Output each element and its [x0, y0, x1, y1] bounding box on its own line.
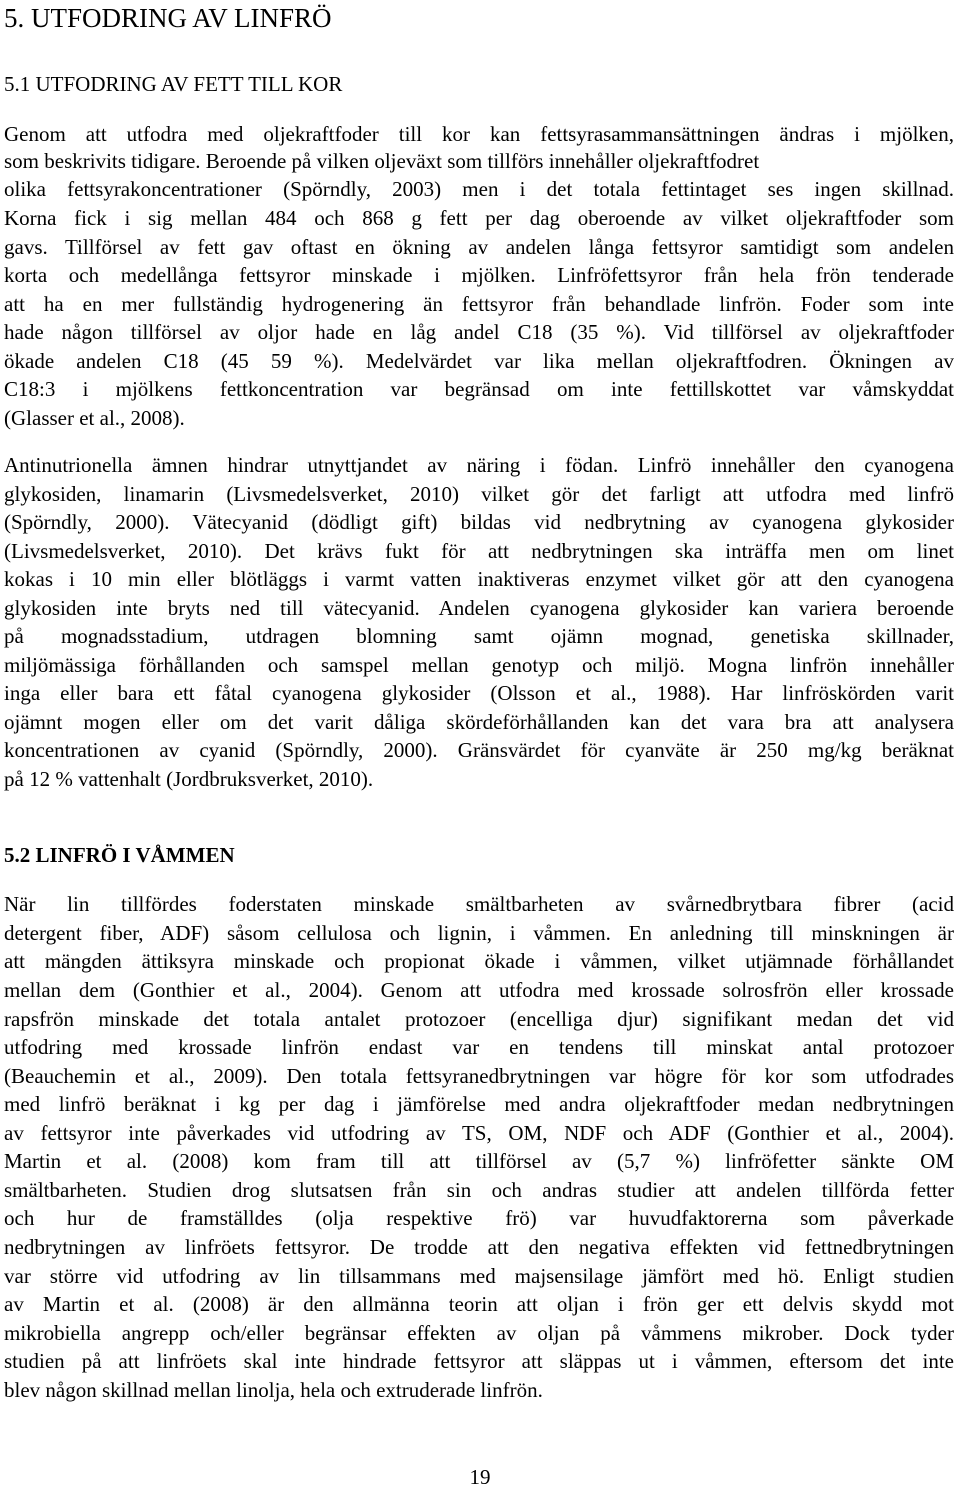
paragraph-line: och hur de framställdes (olja respektive frö) var huvudfaktorerna som påverkade [4, 1206, 954, 1230]
paragraph-line: ökade andelen C18 (45 59 %). Medelvärdet var lika mellan oljekraftfodren. Ökningen av [4, 349, 954, 373]
paragraph-line: med linfrö beräknat i kg per dag i jämförelse med andra oljekraftfoder medan nedbrytningen [4, 1092, 954, 1116]
paragraph-line: kokas i 10 min eller blötläggs i varmt vatten inaktiveras enzymet vilket gör att den cyanogena [4, 567, 954, 591]
paragraph-line: utfodring med krossade linfrön endast var en tendens till minskat antal protozoer [4, 1035, 954, 1059]
paragraph-line: Antinutrionella ämnen hindrar utnyttjandet av näring i födan. Linfrö innehåller den cyanogena [4, 453, 954, 477]
paragraph-line: på 12 % vattenhalt (Jordbruksverket, 2010). [4, 767, 374, 791]
paragraph-line: att mängden ättiksyra minskade och propionat ökade i våmmen, vilket utjämnade förhållandet [4, 949, 954, 973]
paragraph-line: Korna fick i sig mellan 484 och 868 g fett per dag oberoende av vilket oljekraftfoder som [4, 206, 954, 230]
paragraph-line: miljömässiga förhållanden och samspel mellan genotyp och miljö. Mogna linfrön innehåller [4, 653, 954, 677]
paragraph-line: (Beauchemin et al., 2009). Den totala fettsyranedbrytningen var högre för kor som utfodrades [4, 1064, 954, 1088]
paragraph-line: nedbrytningen av linfröets fettsyror. De trodde att den negativa effekten vid fettnedbrytningen [4, 1235, 954, 1259]
paragraph-line: koncentrationen av cyanid (Spörndly, 2000). Gränsvärdet för cyanväte är 250 mg/kg beräknat [4, 738, 954, 762]
paragraph-line: inga eller bara ett fåtal cyanogena glykosider (Olsson et al., 1988). Har linfröskörden varit [4, 681, 954, 705]
paragraph-line: (Spörndly, 2000). Vätecyanid (dödligt gift) bildas vid nedbrytning av cyanogena glykosider [4, 510, 954, 534]
section-heading-5-1: 5.1 UTFODRING AV FETT TILL KOR [4, 72, 343, 96]
paragraph-line: rapsfrön minskade det totala antalet protozoer (encelliga djur) signifikant medan det vid [4, 1007, 954, 1031]
paragraph-line: av fettsyror inte påverkades vid utfodring av TS, OM, NDF och ADF (Gonthier et al., 2004). [4, 1121, 954, 1145]
paragraph-line: mellan dem (Gonthier et al., 2004). Genom att utfodra med krossade solrosfrön eller krossade [4, 978, 954, 1002]
paragraph-line: C18:3 i mjölkens fettkoncentration var begränsad om inte fettillskottet var våmskyddat [4, 377, 954, 401]
paragraph-line: att ha en mer fullständig hydrogenering än fettsyror från behandlade linfrön. Foder som inte [4, 292, 954, 316]
paragraph-line: detergent fiber, ADF) såsom cellulosa och lignin, i våmmen. En anledning till minskningen är [4, 921, 954, 945]
paragraph-line: av Martin et al. (2008) är den allmänna teorin att oljan i frön ger ett delvis skydd mot [4, 1292, 954, 1316]
paragraph-line: var större vid utfodring av lin tillsammans med majsensilage jämfört med hö. Enligt studien [4, 1264, 954, 1288]
paragraph-line: smältbarheten. Studien drog slutsatsen från sin och andras studier att andelen tillförda fetter [4, 1178, 954, 1202]
paragraph-line: (Glasser et al., 2008). [4, 406, 185, 430]
paragraph-line: studien på att linfröets skal inte hindrade fettsyror att släppas ut i våmmen, eftersom det inte [4, 1349, 954, 1373]
paragraph-line: på mognadsstadium, utdragen blomning samt ojämn mognad, genetiska skillnader, [4, 624, 954, 648]
paragraph-line: glykosiden, linamarin (Livsmedelsverket, 2010) vilket gör det farligt att utfodra med linfrö [4, 482, 954, 506]
paragraph-line: mikrobiella angrepp och/eller begränsar effekten av oljan på våmmens mikrober. Dock tyder [4, 1321, 954, 1345]
chapter-heading: 5. UTFODRING AV LINFRÖ [4, 3, 332, 33]
paragraph-line: blev någon skillnad mellan linolja, hela och extruderade linfrön. [4, 1378, 543, 1402]
paragraph-line: korta och medellånga fettsyror minskade i mjölken. Linfröfettsyror från hela frön tenderade [4, 263, 954, 287]
paragraph-line: När lin tillfördes foderstaten minskade smältbarheten av svårnedbrytbara fibrer (acid [4, 892, 954, 916]
paragraph-line: olika fettsyrakoncentrationer (Spörndly, 2003) men i det totala fettintaget ses ingen skillnad. [4, 177, 954, 201]
paragraph-line: (Livsmedelsverket, 2010). Det krävs fukt för att nedbrytningen ska inträffa men om linet [4, 539, 954, 563]
section-heading-5-2: 5.2 LINFRÖ I VÅMMEN [4, 843, 235, 867]
paragraph-line: glykosiden inte bryts ned till vätecyanid. Andelen cyanogena glykosider kan variera beroende [4, 596, 954, 620]
paragraph-line: som beskrivits tidigare. Beroende på vilken oljeväxt som tillförs innehåller oljekraftfodret [4, 149, 760, 173]
paragraph-line: hade någon tillförsel av oljor hade en låg andel C18 (35 %). Vid tillförsel av oljekraftfoder [4, 320, 954, 344]
paragraph-line: gavs. Tillförsel av fett gav oftast en ökning av andelen långa fettsyror samtidigt som andelen [4, 235, 954, 259]
paragraph-line: Genom att utfodra med oljekraftfoder till kor kan fettsyrasammansättningen ändras i mjölken, [4, 122, 954, 146]
page-number: 19 [469, 1465, 491, 1489]
paragraph-line: Martin et al. (2008) kom fram till att tillförsel av (5,7 %) linfröfetter sänkte OM [4, 1149, 954, 1173]
paragraph-line: ojämnt mogen eller om det varit dåliga skördeförhållanden kan det vara bra att analysera [4, 710, 954, 734]
